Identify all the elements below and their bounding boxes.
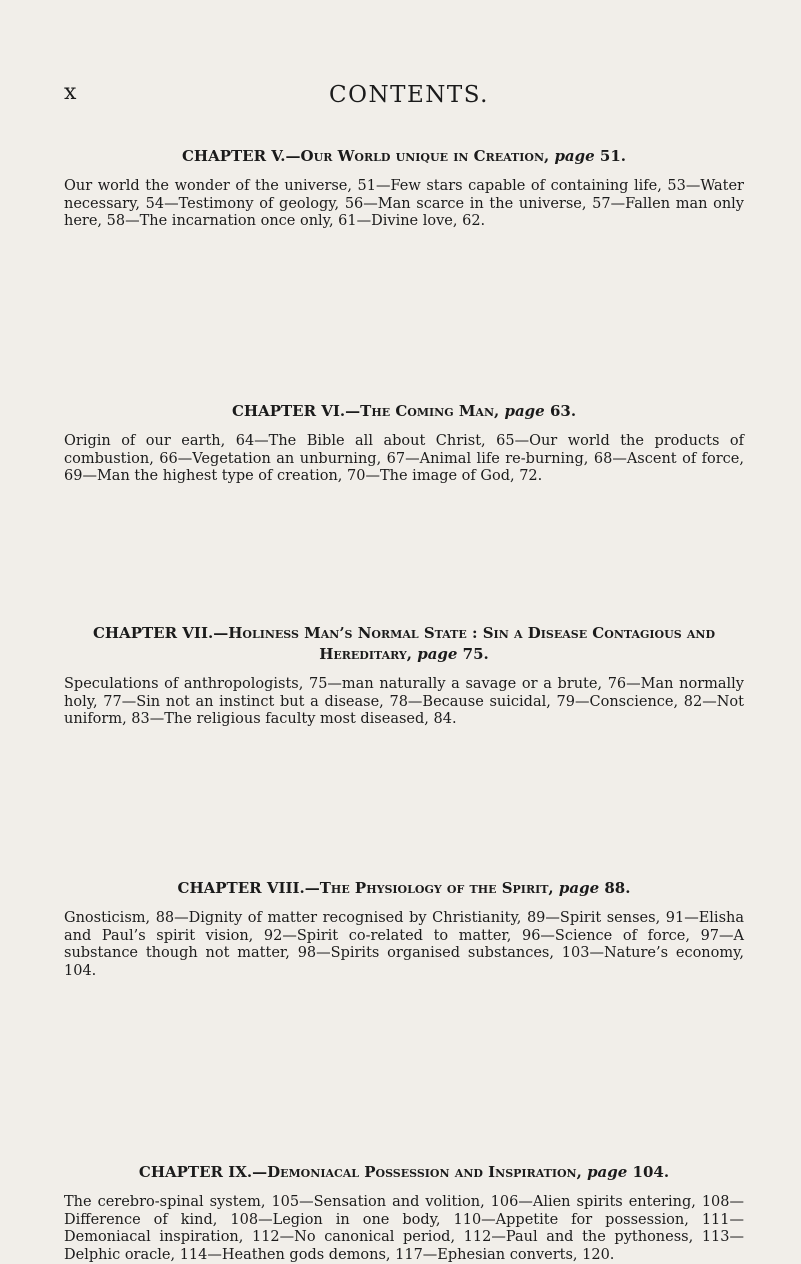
chapter-entry-vi (64, 401, 744, 486)
chapter-summary (64, 433, 744, 486)
chapter-summary-text: The cerebro-spinal system, 105—Sensation and volition, 106—Alien spirits entering, 108—Difference of kind, 108—Legion in one body, 110—Appetite for possession, 111—Demoniacal inspiration, 112—No canonical period, 112—Paul and the pythoness, 113—Delphic oracle, 114—Heathen gods demons, 117—Ephesian converts, 120. (64, 1194, 744, 1263)
running-head (64, 80, 754, 112)
chapter-title: —Our World unique in Creation, (285, 147, 550, 165)
page-folio: x (64, 80, 78, 105)
chapter-label: CHAPTER V. (181, 147, 286, 165)
chapter-entry-v (64, 146, 744, 231)
chapter-summary (64, 1194, 744, 1264)
chapter-heading (64, 623, 744, 665)
page-word: page (549, 147, 595, 165)
chapter-summary (64, 910, 744, 980)
page-word: page (499, 402, 545, 420)
chapter-label: CHAPTER VI. (231, 402, 346, 420)
chapter-summary-text: Origin of our earth, 64—The Bible all about Christ, 65—Our world the products of combustion, 66—Vegetation an unburning, 67—Animal life re-burning, 68—Ascent of force, 69—Man the highest type of creation, 70—The image of God, 72. (64, 433, 744, 484)
chapter-label: CHAPTER VIII. (177, 879, 305, 897)
chapter-heading (64, 401, 744, 422)
chapter-summary (64, 178, 744, 231)
chapter-summary-text: Our world the wonder of the universe, 51—Few stars capable of containing life, 53—Water necessary, 54—Testimony of geology, 56—Man scarce in the universe, 57—Fallen man only here, 58—The incarnation once only, 61—Divine love, 62. (64, 178, 744, 229)
page-word: page (553, 879, 600, 897)
page-number: 104. (627, 1163, 670, 1181)
page-number: 63. (544, 402, 577, 420)
chapter-heading (64, 878, 744, 899)
chapter-title: —Holiness Man’s Normal State : Sin a Disease Contagious and Hereditary, (213, 624, 716, 663)
chapter-entry-vii (64, 623, 744, 729)
chapter-title: —The Coming Man, (345, 402, 500, 420)
page-number: 51. (594, 147, 627, 165)
chapter-label: CHAPTER IX. (138, 1163, 253, 1181)
chapter-title: —Demoniacal Possession and Inspiration, (252, 1163, 582, 1181)
page-number: 88. (599, 879, 631, 897)
chapter-heading (64, 146, 744, 167)
chapter-heading (64, 1162, 744, 1183)
page-title: CONTENTS. (329, 82, 489, 108)
chapter-summary (64, 676, 744, 729)
page-word: page (411, 645, 458, 663)
page-word: page (581, 1163, 628, 1181)
chapter-summary-text: Speculations of anthropologists, 75—man naturally a savage or a brute, 76—Man normally holy, 77—Sin not an instinct but a disease, 78—Because suicidal, 79—Conscience, 82—Not uniform, 83—The religious faculty most diseased, 84. (64, 676, 744, 727)
chapter-entry-ix (64, 1162, 744, 1264)
chapter-label: CHAPTER VII. (92, 624, 214, 642)
chapter-entry-viii (64, 878, 744, 980)
page-number: 75. (457, 645, 489, 663)
chapter-summary-text: Gnosticism, 88—Dignity of matter recognised by Christianity, 89—Spirit senses, 91—Elisha and Paul’s spirit vision, 92—Spirit co-related to matter, 96—Science of force, 97—A substance though not matter, 98—Spirits organised substances, 103—Nature’s economy, 104. (64, 910, 744, 979)
chapter-title: —The Physiology of the Spirit, (304, 879, 554, 897)
